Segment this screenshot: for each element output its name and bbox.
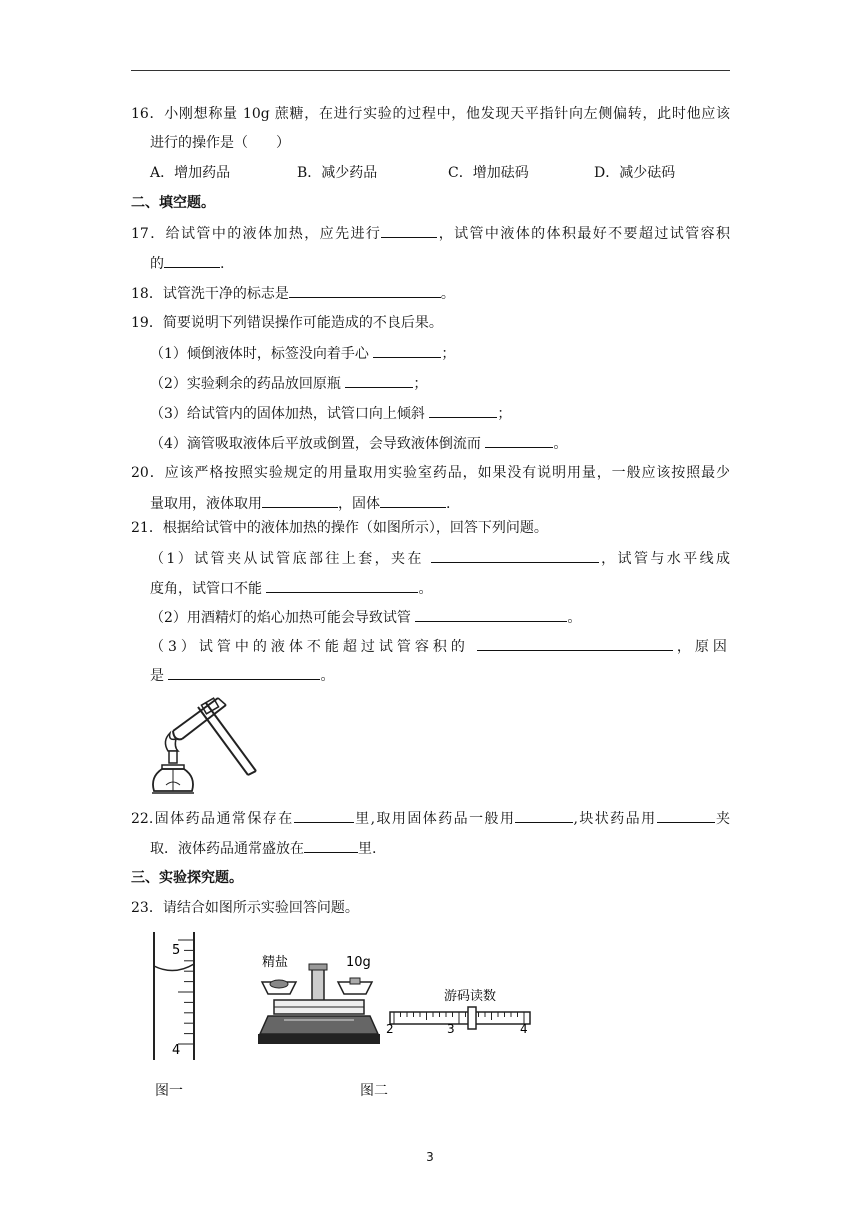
q20-line1: 20．应该严格按照实验规定的用量取用实验室药品，如果没有说明用量，一般应该按照最少 [131, 465, 730, 481]
q17-text-d: . [220, 256, 225, 272]
alcohol-lamp-icon [152, 751, 194, 793]
rider-icon [468, 1007, 476, 1029]
q19-title: 19．简要说明下列错误操作可能造成的不良后果。 [131, 315, 443, 331]
q21-sub1-text-a: （1）试管夹从试管底部往上套，夹在 [150, 551, 431, 567]
q16-line1: 16．小刚想称量 10g 蔗糖，在进行实验的过程中，他发现天平指针向左侧偏转，此时他应该 [131, 106, 730, 122]
cylinder-tick-label-bottom: 4 [172, 1043, 181, 1058]
flame-icon [165, 733, 178, 751]
q22-text-a: 22.固体药品通常保存在 [131, 811, 294, 827]
figure-1-caption: 图一 [155, 1083, 183, 1099]
q19-sub4 [150, 433, 567, 454]
q21-sub3-text-b: ，原因 [676, 639, 731, 655]
q17-line2 [150, 253, 224, 274]
q19-sub3-end: ； [497, 406, 512, 422]
q19-blank-4 [485, 433, 553, 448]
q21-sub2-text-b: 。 [567, 610, 582, 626]
liquid-meniscus [154, 964, 194, 971]
rider-scale-bar [390, 1012, 530, 1024]
q19-sub4-end: 。 [553, 436, 568, 452]
q21-blank-2 [266, 578, 418, 593]
q21-sub1-text-b: ，试管与水平线成 [598, 551, 731, 567]
q18-text-b: 。 [440, 286, 455, 302]
q19-blank-1 [373, 343, 441, 358]
rider-scale-figure [386, 982, 536, 1044]
q22-blank-4 [304, 838, 358, 853]
cylinder-tick-label-top: 5 [172, 943, 181, 958]
rider-scale-title: 游码读数 [444, 989, 497, 1004]
q18-blank [289, 283, 441, 298]
balance-right-label: 10g [346, 955, 371, 970]
q17-blank-1 [381, 223, 437, 238]
salt-pile [270, 980, 288, 988]
q16-line2: 进行的操作是（ ） [150, 135, 290, 151]
q20-line2 [150, 493, 450, 514]
q22-text-e: 取．液体药品通常盛放在 [150, 841, 304, 857]
q17-blank-2 [164, 253, 220, 268]
balance-icon [258, 964, 380, 1044]
header-rule [131, 70, 730, 71]
graduated-cylinder-figure [148, 928, 208, 1064]
q17-text-a: 17．给试管中的液体加热，应先进行 [131, 226, 382, 242]
q21-sub1-text-c: 度角，试管口不能 [150, 581, 267, 597]
q18-text-a: 18．试管洗干净的标志是 [131, 286, 289, 302]
q19-sub4-text: （4）滴管吸取液体后平放或倒置，会导致液体倒流而 [150, 436, 486, 452]
q20-blank-1 [262, 493, 338, 508]
q22-text-d: 夹 [714, 811, 731, 827]
q21-sub3-text-d: 。 [320, 668, 335, 684]
page-number: 3 [426, 1150, 434, 1164]
q22-blank-3 [657, 808, 715, 823]
q21-sub3-text-a: （3）试管中的液体不能超过试管容积的 [150, 639, 469, 655]
q19-sub3 [150, 403, 511, 424]
q22-text-f: 里. [358, 841, 377, 857]
rider-tick-label: 3 [447, 1022, 455, 1036]
q22-line2 [150, 838, 376, 859]
q19-blank-3 [429, 403, 497, 418]
q21-blank-1 [431, 548, 599, 563]
q21-sub2-text-a: （2）用酒精灯的焰心加热可能会导致试管 [150, 610, 416, 626]
q19-sub2-text: （2）实验剩余的药品放回原瓶 [150, 376, 346, 392]
q19-sub3-text: （3）给试管内的固体加热，试管口向上倾斜 [150, 406, 430, 422]
heating-test-tube-figure [148, 693, 268, 803]
q21-sub1-line2 [150, 578, 432, 599]
q20-blank-2 [380, 493, 446, 508]
q21-sub1-text-d: 。 [418, 581, 433, 597]
q20-text-c: . [446, 496, 451, 512]
weight-icon [350, 978, 360, 984]
q21-sub3-text-c: 是 [150, 668, 169, 684]
tube-holder-icon [198, 698, 256, 775]
q20-text-b: ，固体 [338, 496, 380, 512]
q17-text-b: ，试管中液体的体积最好不要超过试管容积 [437, 226, 730, 242]
q17-line1 [131, 223, 730, 244]
q21-blank-5 [168, 665, 320, 680]
q18-line [131, 283, 455, 304]
rider-tick-label: 4 [520, 1022, 528, 1036]
q20-text-a: 量取用，液体取用 [150, 496, 262, 512]
q22-blank-1 [294, 808, 354, 823]
q19-sub2-end: ； [413, 376, 428, 392]
q19-blank-2 [345, 373, 413, 388]
cylinder-scale [178, 940, 194, 1044]
q21-title: 21．根据给试管中的液体加热的操作（如图所示），回答下列问题。 [131, 520, 548, 536]
q21-blank-3 [415, 607, 567, 622]
section-2-heading: 二、填空题。 [131, 195, 215, 211]
q16-option-c: C．增加砝码 [448, 165, 529, 181]
q21-sub2 [150, 607, 581, 628]
q19-sub1-text: （1）倾倒液体时，标签没向着手心 [150, 346, 374, 362]
q21-blank-4 [477, 636, 673, 651]
q23-title: 23．请结合如图所示实验回答问题。 [131, 900, 359, 916]
q19-sub1 [150, 343, 455, 364]
q17-text-c: 的 [150, 256, 164, 272]
q22-line1 [131, 808, 730, 829]
q19-sub1-end: ； [441, 346, 456, 362]
balance-figure [254, 950, 384, 1056]
q22-text-c: ,块状药品用 [573, 811, 657, 827]
q19-sub2 [150, 373, 427, 394]
q22-text-b: 里,取用固体药品一般用 [353, 811, 516, 827]
q22-blank-2 [515, 808, 573, 823]
section-3-heading: 三、实验探究题。 [131, 870, 243, 886]
q21-sub1-line1 [150, 548, 730, 569]
rider-scale-ticks [394, 1012, 524, 1024]
rider-tick-label: 2 [386, 1022, 394, 1036]
q21-sub3-line1 [150, 636, 731, 657]
balance-left-label: 精盐 [262, 955, 289, 970]
q21-sub3-line2 [150, 665, 334, 686]
q16-option-a: A．增加药品 [150, 165, 231, 181]
q16-option-d: D．减少砝码 [594, 165, 676, 181]
figure-2-caption: 图二 [360, 1083, 388, 1099]
q16-option-b: B．减少药品 [297, 165, 378, 181]
